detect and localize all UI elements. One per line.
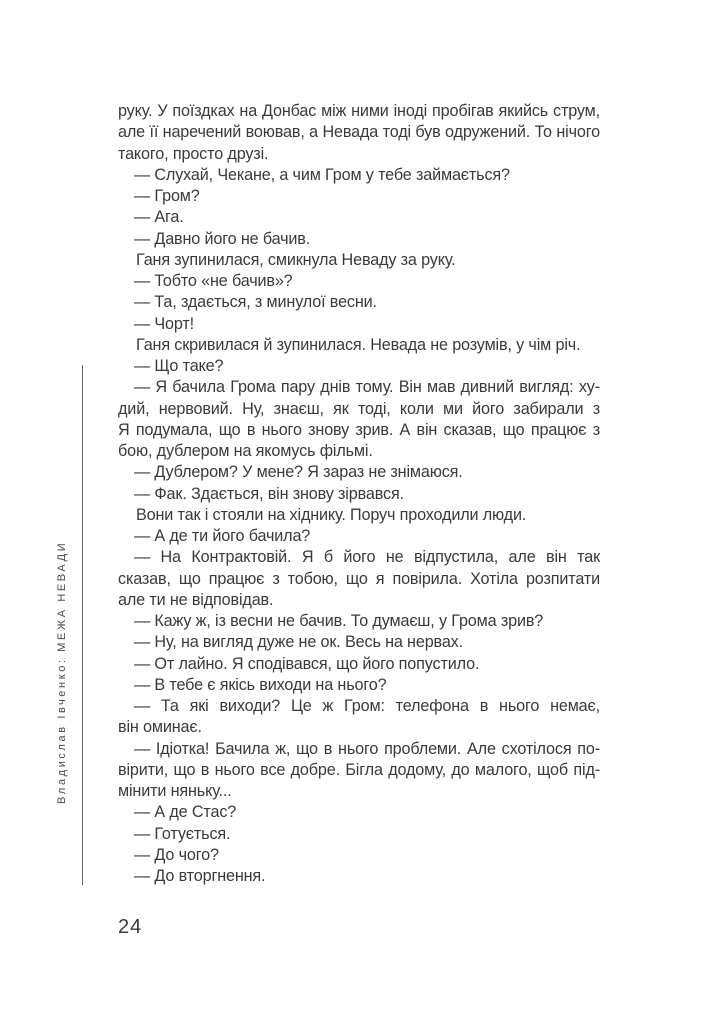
text-line: — Фак. Здається, він знову зірвався. — [134, 484, 404, 503]
text-line: вірити, що в нього все добре. Бігла додому, до малого, щоб під- — [118, 760, 600, 779]
text-line: — Я бачила Грома пару днів тому. Він мав дивний вигляд: ху- — [134, 378, 600, 397]
body-text — [118, 101, 600, 887]
text-line: — А де ти його бачила? — [134, 527, 311, 545]
page-number: 24 — [118, 916, 143, 938]
text-line: — Кажу ж, із весни не бачив. То думаєш, у Грома зрив? — [134, 612, 544, 630]
text-line: бою, дублером на якомусь фільмі. — [118, 442, 373, 460]
text-line: — Дублером? У мене? Я зараз не знімаюся. — [134, 463, 463, 482]
text-line: — Тобто «не бачив»? — [134, 272, 293, 290]
text-line: Я подумала, що в нього знову зрив. А він сказав, що працює з — [118, 420, 600, 439]
text-line: дий, нервовий. Ну, знаєш, як тоді, коли ми його забирали з — [118, 399, 600, 418]
text-line: — Та які виходи? Це ж Гром: телефона в нього немає, — [134, 697, 600, 715]
text-line: — В тебе є якісь виходи на нього? — [134, 675, 387, 694]
text-line: — Що таке? — [134, 357, 224, 375]
text-line: Ганя скривилася й зупинилася. Невада не розумів, у чім річ. — [136, 335, 581, 354]
text-line: — Гром? — [134, 187, 200, 205]
text-line: — А де Стас? — [134, 803, 237, 822]
text-line: — До чого? — [134, 845, 219, 864]
text-line: руку. У поїздках на Донбас між ними іноді пробігав якийсь струм, — [118, 102, 600, 120]
text-line: він оминає. — [118, 718, 202, 737]
text-line: — Слухай, Чекане, а чим Гром у тебе займається? — [134, 165, 510, 184]
text-line: мінити няньку... — [118, 782, 232, 800]
text-line: Вони так і стояли на хіднику. Поруч проходили люди. — [136, 505, 527, 524]
text-line: але її наречений воював, а Невада тоді був одружений. То нічого — [118, 123, 600, 142]
text-line: але ти не відповідав. — [118, 590, 274, 609]
text-line: — От лайно. Я сподівався, що його попустило. — [134, 654, 480, 673]
text-line: — Чорт! — [134, 314, 194, 333]
text-line: Ганя зупинилася, смикнула Неваду за руку. — [136, 250, 456, 269]
text-line: такого, просто друзі. — [118, 144, 269, 163]
text-line: — Ага. — [134, 208, 184, 227]
margin-rule — [82, 365, 83, 885]
text-line: — До вторгнення. — [134, 867, 266, 885]
running-head: Владислав Івченко: МЕЖА НЕВАДИ — [56, 540, 68, 804]
text-line: — Та, здається, з минулої весни. — [134, 293, 377, 312]
text-line: — На Контрактовій. Я б його не відпустила, але він так — [134, 548, 600, 567]
text-line: — Готується. — [134, 824, 231, 843]
text-line: — Давно його не бачив. — [134, 229, 311, 248]
text-line: — Ну, на вигляд дуже не ок. Весь на нервах. — [134, 633, 463, 652]
text-line: — Ідіотка! Бачила ж, що в нього проблеми. Але схотілося по- — [134, 739, 600, 758]
text-line: сказав, що працює з тобою, що я повірила. Хотіла розпитати — [118, 569, 600, 588]
